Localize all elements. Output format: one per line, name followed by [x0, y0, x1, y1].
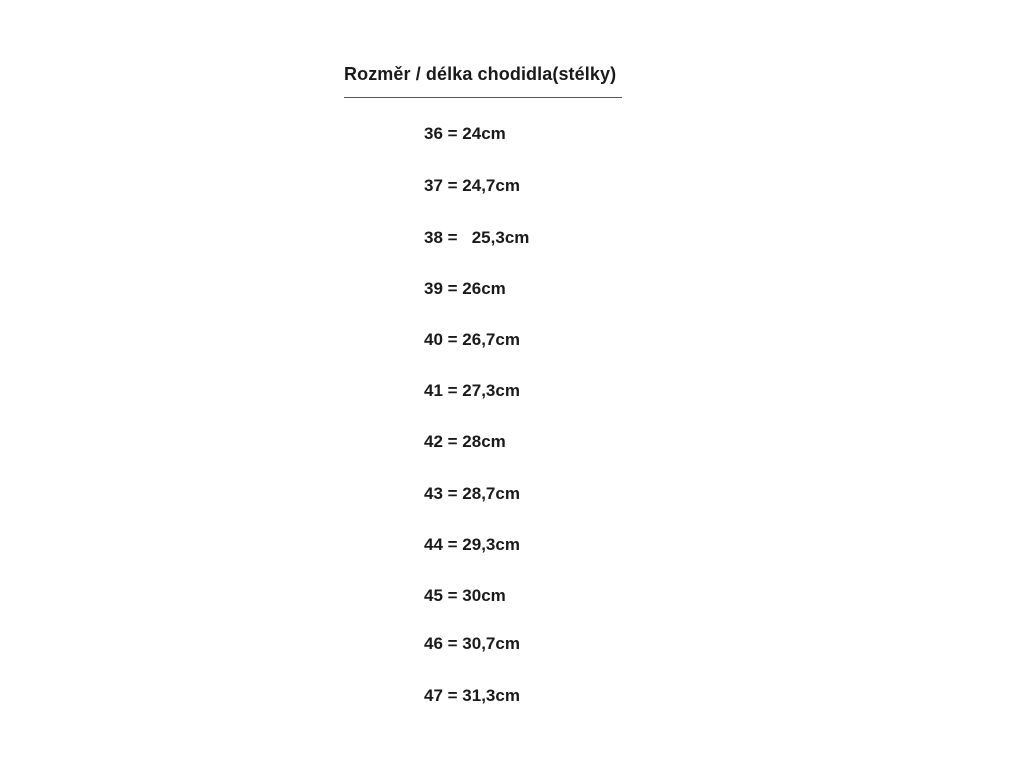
size-row: 43 = 28,7cm [424, 484, 520, 503]
title-divider [344, 97, 622, 98]
size-row: 41 = 27,3cm [424, 381, 520, 400]
size-row: 40 = 26,7cm [424, 330, 520, 349]
size-row: 46 = 30,7cm [424, 634, 520, 653]
size-row: 45 = 30cm [424, 586, 506, 605]
size-row: 36 = 24cm [424, 124, 506, 143]
size-row: 44 = 29,3cm [424, 535, 520, 554]
size-row: 47 = 31,3cm [424, 686, 520, 705]
size-row: 42 = 28cm [424, 432, 506, 451]
chart-title: Rozměr / délka chodidla(stélky) [344, 64, 617, 84]
size-row: 37 = 24,7cm [424, 176, 520, 195]
size-row: 38 = 25,3cm [424, 228, 530, 247]
size-row: 39 = 26cm [424, 279, 506, 298]
